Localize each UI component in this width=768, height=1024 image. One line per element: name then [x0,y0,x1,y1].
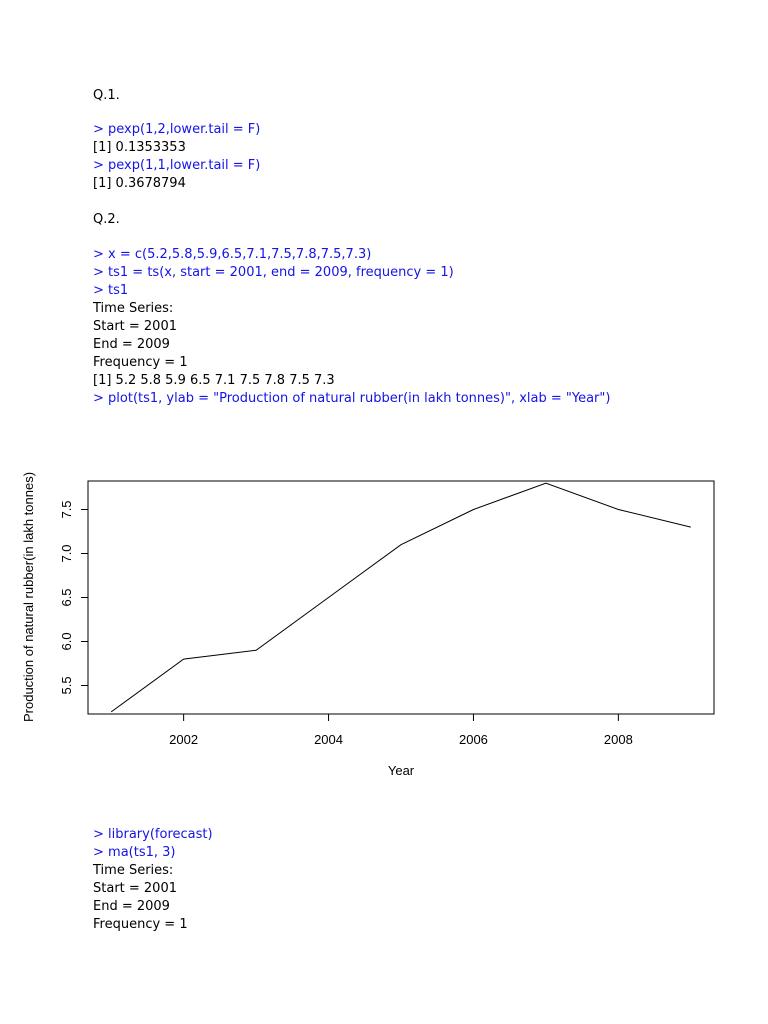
console-line: > plot(ts1, ylab = "Production of natural rubber(in lakh tonnes)", xlab = "Year") [93,391,611,406]
y-tick-label: 6.5 [59,588,74,607]
console-line: > pexp(1,1,lower.tail = F) [93,158,261,173]
x-tick-label: 2006 [458,732,488,747]
x-tick-label: 2008 [603,732,633,747]
x-axis [169,714,633,747]
x-tick-label: 2004 [314,732,344,747]
console-line: > ts1 [93,283,129,298]
console-line: Frequency = 1 [93,917,188,932]
y-axis-label: Production of natural rubber(in lakh tonnes) [21,471,36,723]
y-axis [59,500,88,694]
console-line: [1] 0.1353353 [93,140,186,155]
plot-frame [88,481,714,714]
y-tick-label: 7.5 [59,500,74,519]
q2-heading: Q.2. [93,212,120,227]
console-line: > library(forecast) [93,827,213,842]
series-line [111,483,691,712]
y-tick-label: 6.0 [59,632,74,651]
console-line: > x = c(5.2,5.8,5.9,6.5,7.1,7.5,7.8,7.5,7.3) [93,247,372,262]
y-tick-label: 7.0 [59,544,74,563]
console-line: Start = 2001 [93,319,177,334]
y-tick-label: 5.5 [59,676,74,695]
console-line: End = 2009 [93,337,170,352]
console-line: > ma(ts1, 3) [93,845,176,860]
console-line: [1] 0.3678794 [93,176,186,191]
console-line: > pexp(1,2,lower.tail = F) [93,122,261,137]
q1-heading: Q.1. [93,88,120,103]
console-line: Start = 2001 [93,881,177,896]
console-line: End = 2009 [93,899,170,914]
console-line: > ts1 = ts(x, start = 2001, end = 2009, frequency = 1) [93,265,454,280]
x-tick-label: 2002 [169,732,199,747]
time-series-plot [0,460,768,790]
x-axis-label: Year [387,763,415,778]
console-line: [1] 5.2 5.8 5.9 6.5 7.1 7.5 7.8 7.5 7.3 [93,373,335,388]
console-line: Frequency = 1 [93,355,188,370]
console-line: Time Series: [93,301,174,316]
console-line: Time Series: [93,863,174,878]
